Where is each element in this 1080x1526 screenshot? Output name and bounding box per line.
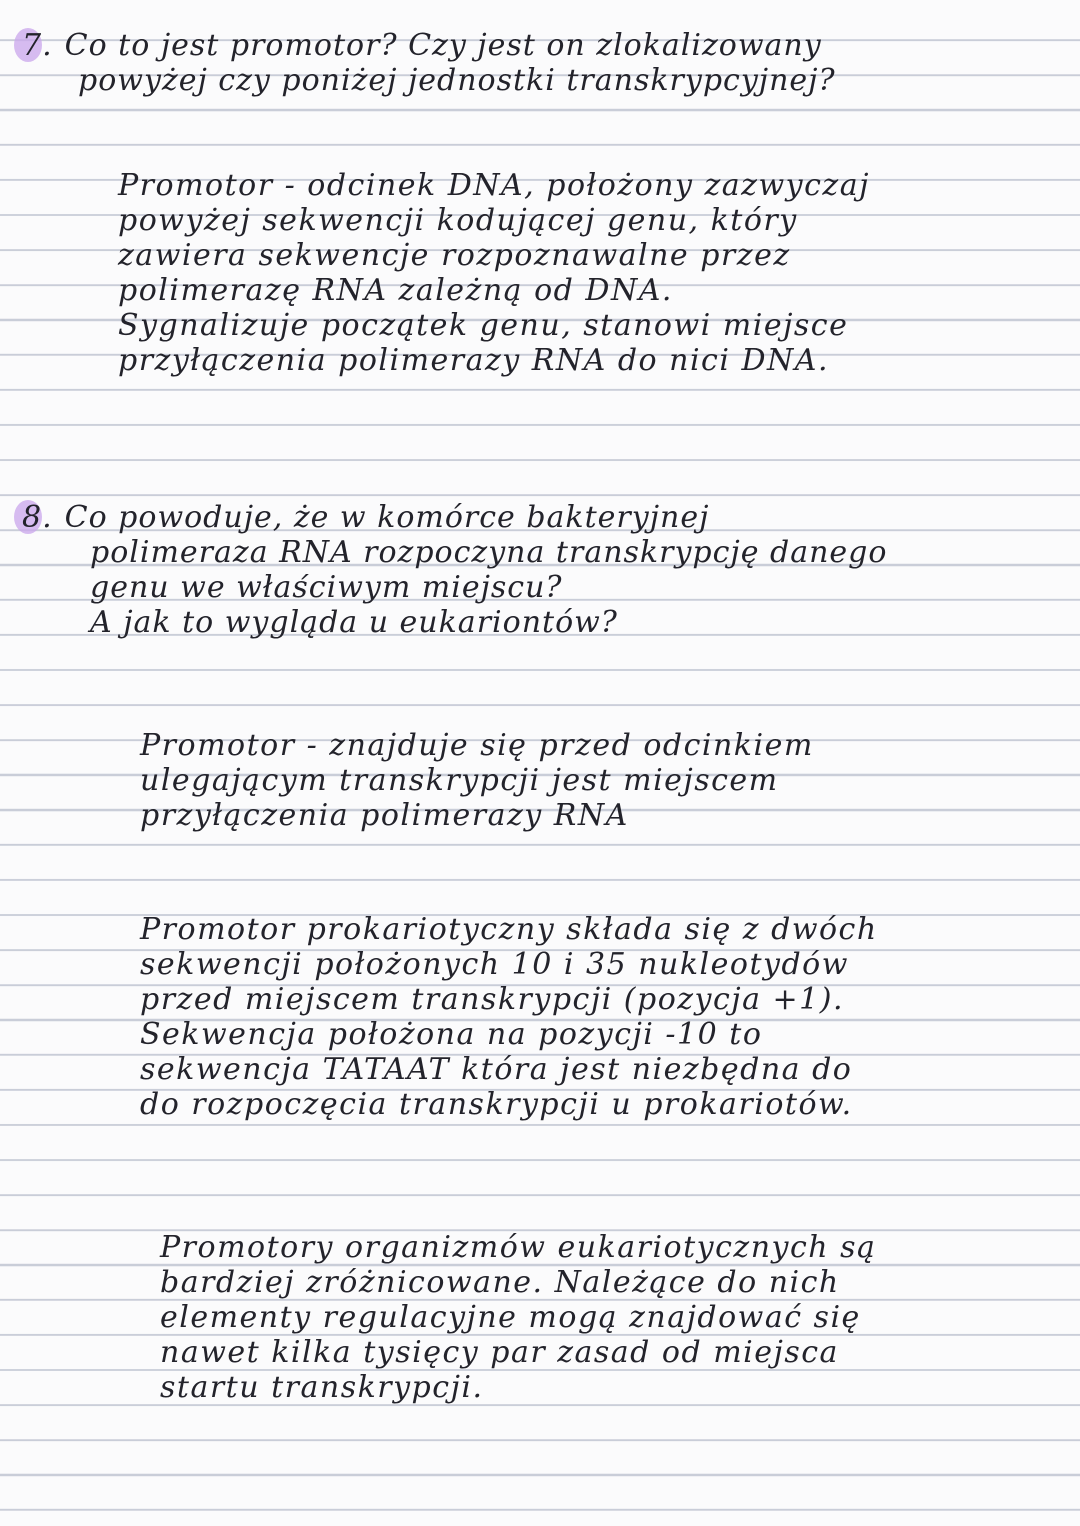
answer-8a — [140, 728, 814, 833]
answer-7-line-1: Promotor - odcinek DNA, położony zazwyczaj — [118, 168, 870, 203]
question-8-text-1: Co powoduje, że w komórce bakteryjnej — [64, 500, 710, 535]
question-8-line-2: polimeraza RNA rozpoczyna transkrypcję danego — [90, 535, 888, 570]
answer-8c-line-2: bardziej zróżnicowane. Należące do nich — [160, 1265, 840, 1300]
answer-8b — [140, 912, 878, 1122]
answer-8c — [160, 1230, 876, 1405]
answer-8a-line-2: ulegającym transkrypcji jest miejscem — [140, 763, 779, 798]
answer-7-line-5: Sygnalizuje początek genu, stanowi miejsce — [118, 308, 849, 343]
question-8-line-1 — [18, 500, 1048, 535]
answer-7-line-4: polimerazę RNA zależną od DNA. — [118, 273, 673, 308]
answer-8b-line-6: do rozpoczęcia transkrypcji u prokariotów. — [140, 1087, 853, 1122]
question-8 — [18, 500, 1048, 640]
answer-8a-line-1: Promotor - znajduje się przed odcinkiem — [140, 728, 814, 763]
answer-8c-line-4: nawet kilka tysięcy par zasad od miejsca — [160, 1335, 839, 1370]
answer-8b-line-5: sekwencja TATAAT która jest niezbędna do — [140, 1052, 853, 1087]
answer-8b-line-4: Sekwencja położona na pozycji -10 to — [140, 1017, 763, 1052]
answer-7-line-3: zawiera sekwencje rozpoznawalne przez — [118, 238, 791, 273]
question-8-number: 8. — [18, 500, 57, 535]
answer-8a-line-3: przyłączenia polimerazy RNA — [140, 798, 629, 833]
question-7-text-1: Co to jest promotor? Czy jest on zlokalizowany — [64, 28, 822, 63]
answer-8b-line-2: sekwencji położonych 10 i 35 nukleotydów — [140, 947, 849, 982]
answer-7-line-2: powyżej sekwencji kodującej genu, który — [118, 203, 798, 238]
answer-8c-line-5: startu transkrypcji. — [160, 1370, 484, 1405]
question-7-number: 7. — [18, 28, 57, 63]
answer-8b-line-3: przed miejscem transkrypcji (pozycja +1). — [140, 982, 844, 1017]
question-7 — [18, 28, 1048, 98]
answer-7-line-6: przyłączenia polimerazy RNA do nici DNA. — [118, 343, 829, 378]
question-8-line-3: genu we właściwym miejscu? — [90, 570, 563, 605]
question-7-line-1 — [18, 28, 1048, 63]
question-7-line-2: powyżej czy poniżej jednostki transkrypcyjnej? — [78, 63, 836, 98]
answer-7 — [118, 168, 870, 378]
answer-8b-line-1: Promotor prokariotyczny składa się z dwóch — [140, 912, 878, 947]
answer-8c-line-1: Promotory organizmów eukariotycznych są — [160, 1230, 877, 1265]
answer-8c-line-3: elementy regulacyjne mogą znajdować się — [160, 1300, 861, 1335]
question-8-line-4: A jak to wygląda u eukariontów? — [90, 605, 618, 640]
